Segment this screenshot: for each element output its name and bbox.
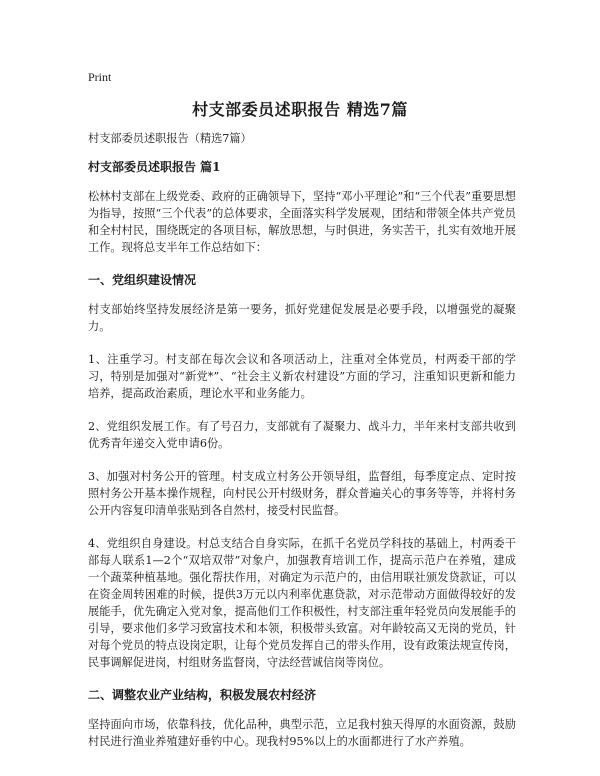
village-affairs-paragraph: 3、加强对村务公开的管理。村支成立村务公开领导组，监督组，每季度定点、定时按照村务公开基本操作规程，向村民公开村级财务，群众普遍关心的事务等等，并将村务公开内容复印清单张贴到各自然村，接受村民监督。 bbox=[88, 470, 516, 517]
development-paragraph: 2、党组织发展工作。有了号召力，支部就有了凝聚力、战斗力，半年来村支部共收到优秀青年递交入党申请6份。 bbox=[88, 420, 516, 450]
intro-paragraph: 松林村支部在上级党委、政府的正确领导下，坚持“邓小平理论”和“三个代表”重要思想为指导，按照“三个代表”的总体要求，全面落实科学发展观，团结和带领全体共产党员和全村村民，围绕既定的各项目标，解放思想，与时俱进，务实苦干，扎实有效地开展工作。现将总支半年工作总结如下： bbox=[88, 190, 516, 254]
heading-party-building: 一、党组织建设情况 bbox=[88, 273, 197, 287]
document-subtitle: 村支部委员述职报告（精选7篇） bbox=[88, 132, 252, 145]
section-heading: 村支部委员述职报告 篇1 bbox=[88, 160, 221, 174]
economy-paragraph: 坚持面向市场，依靠科技，优化品种，典型示范，立足我村独天得厚的水面资源，鼓励村民进行渔业养殖建好垂钓中心。现我村95%以上的水面都进行了水产养殖。 bbox=[88, 718, 516, 748]
print-link[interactable]: Print bbox=[88, 70, 112, 84]
document-body bbox=[88, 130, 516, 766]
page-title: 村支部委员述职报告 精选7篇 bbox=[192, 100, 408, 119]
heading-agriculture: 二、调整农业产业结构，积极发展农村经济 bbox=[88, 688, 317, 702]
study-paragraph: 1、注重学习。村支部在每次会议和各项活动上，注重对全体党员，村两委干部的学习，特别是加强对“新党*”、“社会主义新农村建设”方面的学习，注重知识更新和能力培养，提高政治素质，理论水平和业务能力。 bbox=[88, 353, 516, 400]
party-summary-paragraph: 村支部始终坚持发展经济是第一要务，抓好党建促发展是必要手段，以增强党的凝聚力。 bbox=[88, 303, 516, 333]
self-building-paragraph: 4、党组织自身建设。村总支结合自身实际，在抓千名党员学科技的基础上，村两委干部每人联系1—2个“双培双带”对象户，加强教育培训工作，提高示范户在养殖，建成一个蔬菜种植基地。强化帮扶作用，对确定为示范户的，由信用联社颁发贷款证，可以在资金周转困难的时候，提供3万元以内利率优惠贷款，对示范带动方面做得较好的发展能手，优先确定入党对象，提高他们工作积极性，村支部注重年轻党员向发展能手的引导，要求他们多学习致富技术和本领，积极带头致富。对年龄较高又无岗的党员，针对每个党员的特点设岗定职，让每个党员发挥自己的带头作用，设有政策法规宣传岗，民事调解促进岗，村组财务监督岗，守法经营诚信岗等岗位。 bbox=[88, 537, 516, 669]
